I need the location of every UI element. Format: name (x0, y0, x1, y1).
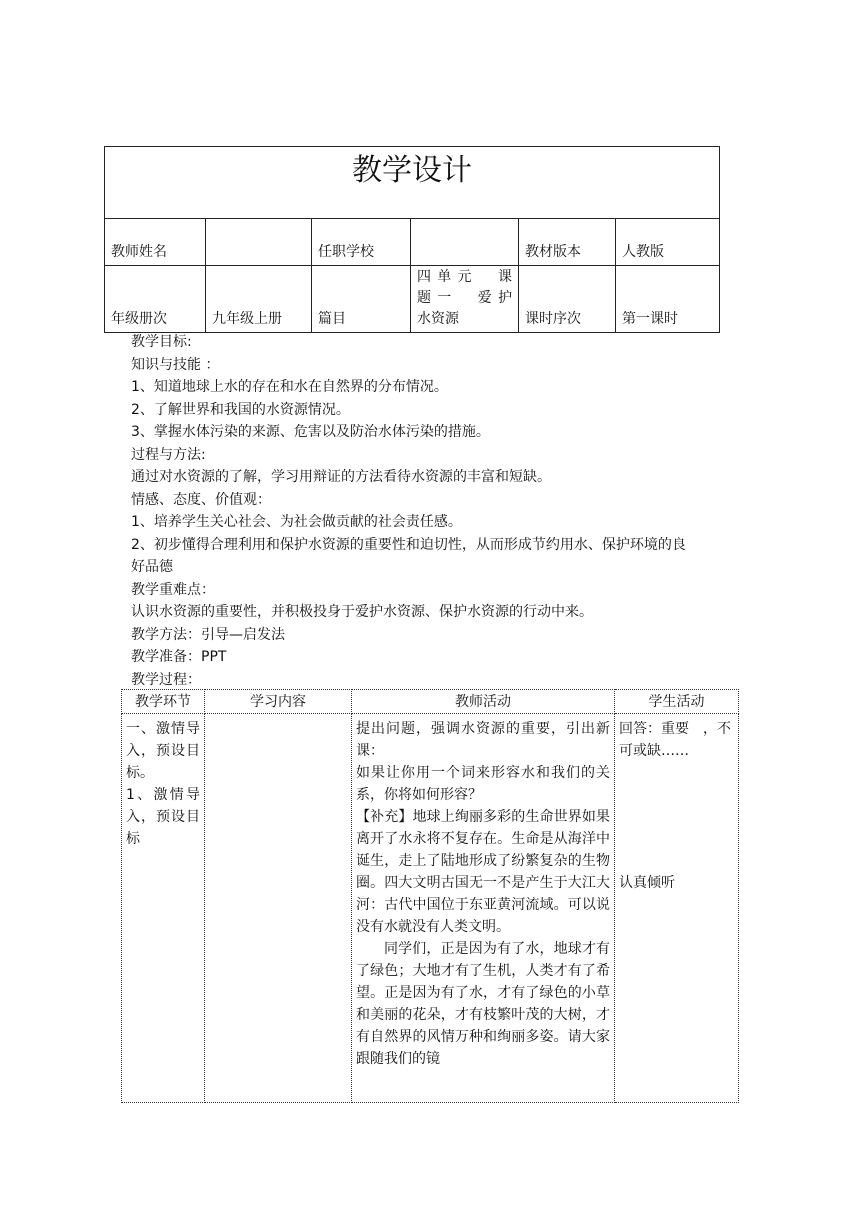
student-activity-cell (615, 714, 739, 1103)
emotion-item: 1、培养学生关心社会、为社会做贡献的社会责任感。 (131, 514, 462, 530)
lesson-value: 第一课时 (616, 266, 720, 333)
column-header-content: 学习内容 (205, 690, 352, 714)
column-header-stage: 教学环节 (122, 690, 205, 714)
knowledge-item: 3、掌握水体污染的来源、危害以及防治水体污染的措施。 (131, 424, 490, 440)
column-header-teacher: 教师活动 (352, 690, 615, 714)
stage-text: 1、激情导入，预设目标 (126, 787, 200, 847)
teacher-paragraph: 如果让你用一个词来形容水和我们的关系，你将如何形容？ (356, 765, 610, 803)
school-value (411, 219, 519, 266)
key-points-text: 认识水资源的重要性，并积极投身于爱护水资源、保护水资源的行动中来。 (131, 604, 593, 620)
document-title: 教学设计 (105, 147, 720, 219)
column-header-student: 学生活动 (615, 690, 739, 714)
teacher-name-value (206, 219, 312, 266)
header-table (104, 146, 720, 333)
procedure-table (121, 689, 739, 1103)
knowledge-title: 知识与技能 ： (131, 356, 220, 373)
teacher-paragraph: 提出问题，强调水资源的重要，引出新课： (356, 721, 610, 759)
chapter-value-line: 题一 爱护 (417, 290, 512, 306)
lesson-body (131, 331, 731, 691)
teaching-method: 教学方法：引导—启发法 (131, 626, 285, 643)
process-text: 通过对水资源的了解，学习用辩证的方法看待水资源的丰富和短缺。 (131, 469, 551, 485)
emotion-title: 情感、态度、价值观： (131, 491, 271, 508)
grade-value: 九年级上册 (206, 266, 312, 333)
procedure-title: 教学过程： (131, 671, 201, 688)
grade-label: 年级册次 (105, 266, 206, 333)
teacher-activity-cell (352, 714, 615, 1103)
edition-value: 人教版 (616, 219, 720, 266)
chapter-value-line: 水资源 (417, 311, 459, 327)
edition-label: 教材版本 (519, 219, 616, 266)
emotion-item: 2、初步懂得合理利用和保护水资源的重要性和迫切性，从而形成节约用水、保护环境的良 (131, 536, 686, 553)
teacher-paragraph: 同学们，正是因为有了水，地球才有了绿色；大地才有了生机，人类才有了希望。正是因为有了水，才有了绿色的小草和美丽的花朵，才有枝繁叶茂的大树，才有自然界的风情万种和绚丽多姿。请大家跟随我们的镜 (356, 941, 610, 1067)
stage-cell (122, 714, 205, 1103)
stage-text: 一、激情导入，预设目标。 (126, 721, 200, 781)
objectives-title: 教学目标: (131, 334, 192, 350)
lesson-label: 课时序次 (519, 266, 616, 333)
content-cell (205, 714, 352, 1103)
teacher-paragraph: 【补充】地球上绚丽多彩的生命世界如果离开了水永将不复存在。生命是从海洋中诞生，走上了陆地形成了纷繁复杂的生物圈。四大文明古国无一不是产生于大江大河：古代中国位于东亚黄河流域。可以说没有水就没有人类文明。 (356, 809, 610, 935)
teaching-preparation: 教学准备：PPT (131, 649, 227, 665)
school-label: 任职学校 (312, 219, 411, 266)
chapter-value (411, 266, 519, 333)
knowledge-item: 1、知道地球上水的存在和水在自然界的分布情况。 (131, 379, 448, 395)
knowledge-item: 2、了解世界和我国的水资源情况。 (131, 401, 350, 418)
chapter-label: 篇目 (312, 266, 411, 333)
student-text: 回答：重要 ，不可或缺…… (619, 721, 731, 759)
emotion-item-continued: 好品德 (131, 559, 173, 575)
process-title: 过程与方法: (131, 446, 206, 463)
chapter-value-line: 四单元 课 (417, 269, 512, 285)
key-points-title: 教学重难点： (131, 581, 215, 598)
teacher-name-label: 教师姓名 (105, 219, 206, 266)
student-text: 认真倾听 (619, 875, 675, 891)
